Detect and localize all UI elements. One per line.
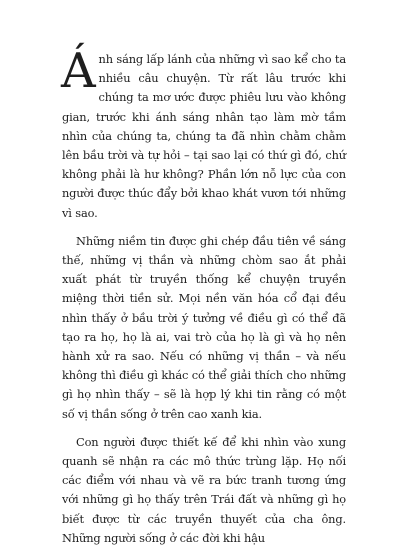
drop-cap: Á [61,43,96,99]
paragraph-3-text: Con người được thiết kế để khi nhìn vào xung quanh sẽ nhận ra các mô thức trùng lặp. Họ nối các điểm với nhau và vẽ ra bức tranh tương ứng với những gì họ thấy trên Trái đất và những gì họ biết được từ các truyền thuyết của cha ông. Những người sống ở các đời khi hậu [62,434,346,545]
paragraph-1 [61,43,346,223]
paragraph-1-text: nh sáng lấp lánh của những vì sao kể cho ta nhiều câu chuyện. Từ rất lâu trước khi chúng ta mơ ước được phiêu lưu vào không gian, trước khi ánh sáng nhân tạo làm mờ tầm nhìn của chúng ta, chúng ta đã nhìn chằm chằm lên bầu trời và tự hỏi – tại sao lại có thứ gì đó, chứ không phải là hư không? Phần lớn nỗ lực của con người được thúc đẩy bởi khao khát vươn tới những vì sao. [62,52,346,220]
paragraph-2 [62,232,346,424]
paragraph-2-text: Những niềm tin được ghi chép đầu tiên về sáng thế, những vị thần và những chòm sao ắt phải xuất phát từ truyền thống kể chuyện truyền miệng thời tiền sử. Mọi nền văn hóa cổ đại đều nhìn thấy ở bầu trời ý tưởng về điều gì có thể đã tạo ra họ, họ là ai, vai trò của họ là gì và họ nên hành xử ra sao. Nếu có những vị thần – và nếu không thì điều gì khác có thể giải thích cho những gì họ nhìn thấy – sẽ là hợp lý khi tin rằng có một số vị thần sống ở trên cao xanh kia. [62,233,346,421]
paragraph-3 [62,433,346,548]
body-text [61,43,346,557]
